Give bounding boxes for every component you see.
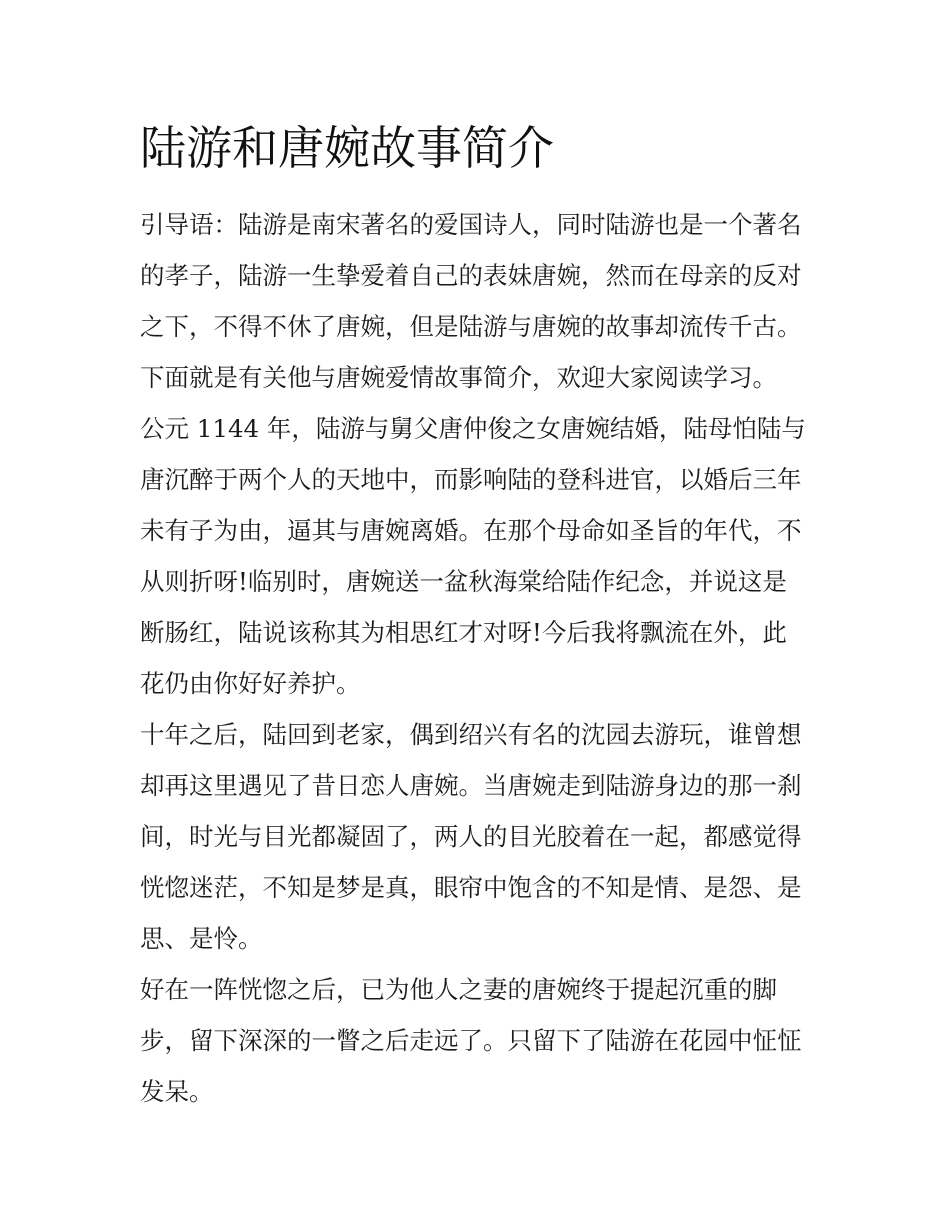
text-line: 从则折呀!临别时，唐婉送一盆秋海棠给陆作纪念，并说这是	[140, 567, 787, 596]
text-line: 下面就是有关他与唐婉爱情故事简介，欢迎大家阅读学习。	[140, 363, 777, 392]
text-line: 的孝子，陆游一生挚爱着自己的表妹唐婉，然而在母亲的反对	[140, 261, 802, 290]
text-line: 恍惚迷茫，不知是梦是真，眼帘中饱含的不知是情、是怨、是	[140, 873, 802, 902]
text-line: 未有子为由，逼其与唐婉离婚。在那个母命如圣旨的年代，不	[140, 516, 802, 545]
text-line: 公元 1144 年，陆游与舅父唐仲俊之女唐婉结婚，陆母怕陆与	[140, 414, 806, 443]
text-line: 间，时光与目光都凝固了，两人的目光胶着在一起，都感觉得	[140, 822, 802, 851]
text-line: 断肠红，陆说该称其为相思红才对呀!今后我将飘流在外，此	[140, 618, 787, 647]
text-line: 思、是怜。	[140, 924, 263, 953]
text-line: 步，留下深深的一瞥之后走远了。只留下了陆游在花园中怔怔	[140, 1026, 802, 1055]
document-body	[140, 199, 820, 1117]
text-line: 花仍由你好好养护。	[140, 669, 361, 698]
text-line: 唐沉醉于两个人的天地中，而影响陆的登科进官，以婚后三年	[140, 465, 802, 494]
document-title: 陆游和唐婉故事简介	[140, 121, 554, 175]
text-line: 十年之后，陆回到老家，偶到绍兴有名的沈园去游玩，谁曾想	[140, 720, 802, 749]
text-line: 引导语：陆游是南宋著名的爱国诗人，同时陆游也是一个著名	[140, 210, 802, 239]
text-line: 好在一阵恍惚之后，已为他人之妻的唐婉终于提起沉重的脚	[140, 975, 777, 1004]
text-line: 却再这里遇见了昔日恋人唐婉。当唐婉走到陆游身边的那一刹	[140, 771, 802, 800]
text-line: 之下，不得不休了唐婉，但是陆游与唐婉的故事却流传千古。	[140, 312, 802, 341]
text-line: 发呆。	[140, 1077, 214, 1106]
